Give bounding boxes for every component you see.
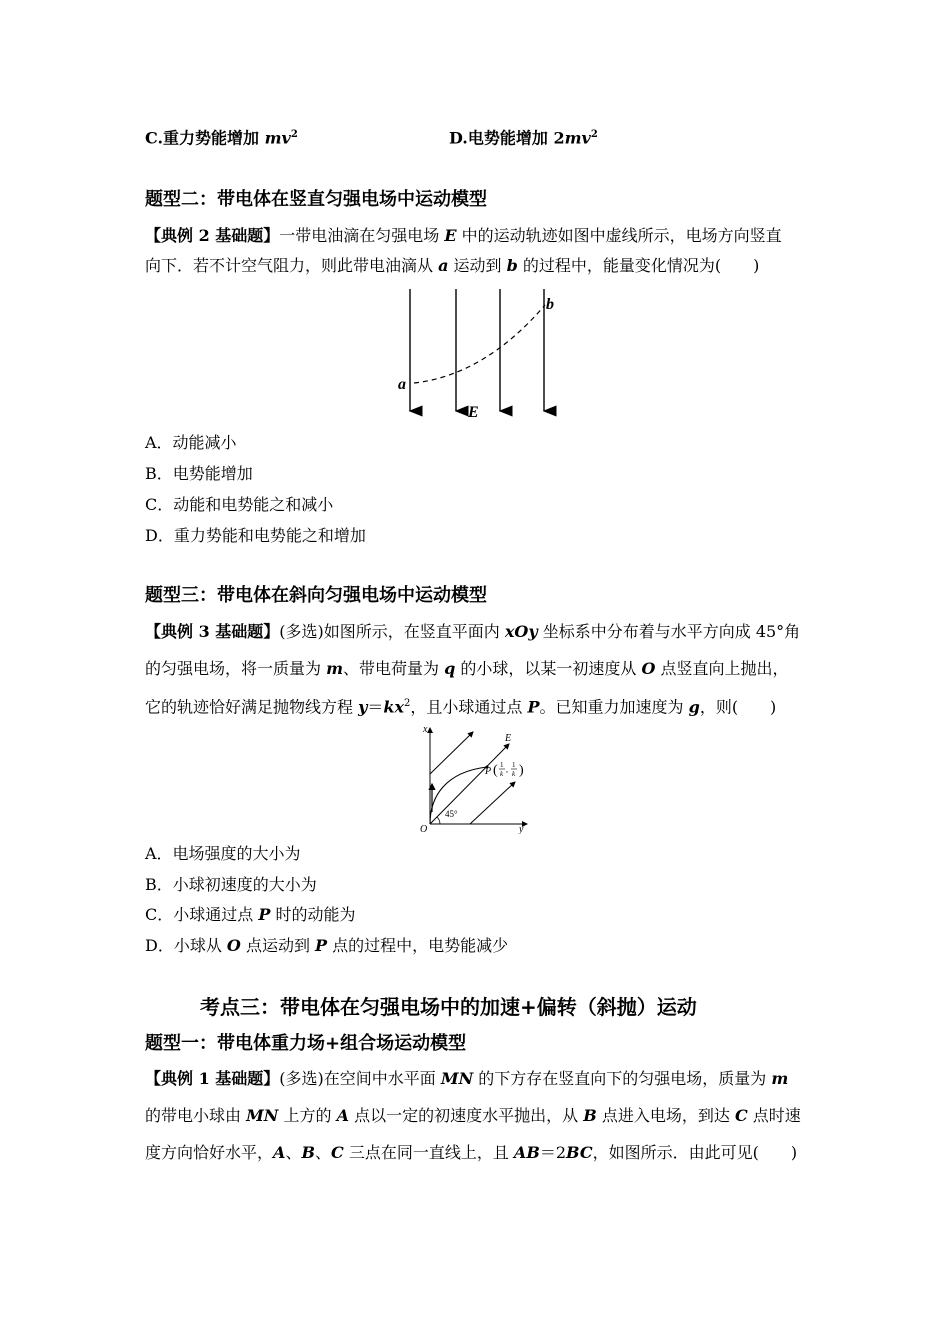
var-E: E bbox=[444, 226, 457, 245]
text: 的下方存在竖直向下的匀强电场，质量为 bbox=[473, 1069, 772, 1088]
var-P: P bbox=[527, 697, 540, 717]
var-b: b bbox=[506, 256, 518, 275]
var-AB: AB bbox=[513, 1143, 540, 1162]
text: 度方向恰好水平， bbox=[145, 1143, 274, 1162]
frac-den: k bbox=[512, 770, 516, 778]
point-label: P bbox=[485, 766, 492, 777]
text: 点运动到 bbox=[240, 936, 316, 955]
superscript: 2 bbox=[404, 698, 411, 709]
var-g: g bbox=[688, 697, 700, 717]
var-m: m bbox=[564, 128, 582, 148]
option-a: A．动能减小 bbox=[145, 433, 237, 452]
option-c-top bbox=[145, 125, 298, 148]
var-q: q bbox=[444, 659, 456, 678]
var-kx: kx bbox=[383, 697, 405, 717]
text: (多选)如图所示，在竖直平面内 bbox=[279, 622, 505, 641]
var-P: P bbox=[315, 936, 328, 955]
text: 点以一定的初速度水平抛出，从 bbox=[349, 1106, 584, 1125]
option-d-text: D.电势能增加 2 bbox=[449, 128, 565, 148]
angle-arc bbox=[437, 817, 440, 824]
text: 、 bbox=[285, 1143, 302, 1162]
paren-right: ) bbox=[519, 763, 524, 778]
chapter-title: 考点三：带电体在匀强电场中的加速+偏转（斜抛）运动 bbox=[200, 995, 697, 1019]
origin-label: O bbox=[420, 824, 428, 834]
option-a: A．电场强度的大小为 bbox=[145, 844, 301, 863]
text: 点进入电场，到达 bbox=[596, 1106, 735, 1125]
var-P: P bbox=[258, 905, 271, 924]
var-MN: MN bbox=[440, 1069, 474, 1088]
var-MN: MN bbox=[246, 1106, 279, 1125]
y-axis-label: y bbox=[519, 824, 524, 834]
text: 的匀强电场，将一质量为 bbox=[145, 659, 327, 678]
section3-line2 bbox=[145, 659, 789, 679]
section4-line1 bbox=[145, 1069, 788, 1089]
option-b: B．小球初速度的大小为 bbox=[145, 875, 317, 894]
text: ，如图所示．由此可见( ) bbox=[592, 1143, 798, 1162]
section3-heading: 题型三：带电体在斜向匀强电场中运动模型 bbox=[145, 585, 487, 606]
text: 的带电小球由 bbox=[145, 1106, 247, 1125]
field-arrow bbox=[470, 782, 515, 824]
text: 中的运动轨迹如图中虚线所示，电场方向竖直 bbox=[456, 226, 782, 245]
section4-line2 bbox=[145, 1106, 801, 1126]
section4-heading: 题型一：带电体重力场+组合场运动模型 bbox=[145, 1033, 467, 1054]
var-C: C bbox=[331, 1143, 344, 1162]
angle-label: 45° bbox=[445, 809, 458, 819]
text: 、 bbox=[314, 1143, 331, 1162]
text: ＝2 bbox=[539, 1143, 567, 1162]
var-C: C bbox=[734, 1106, 748, 1125]
var-xOy: xOy bbox=[504, 622, 538, 641]
label-E: E bbox=[468, 404, 479, 421]
var-B: B bbox=[301, 1143, 315, 1162]
option-d-top bbox=[449, 125, 598, 148]
text: 上方的 bbox=[278, 1106, 337, 1125]
var-O: O bbox=[641, 659, 656, 678]
frac-num: 1 bbox=[500, 761, 504, 769]
option-c-text: C.重力势能增加 bbox=[145, 128, 265, 148]
section4-line3 bbox=[145, 1143, 797, 1163]
var-A: A bbox=[336, 1106, 350, 1125]
text: 坐标系中分布着与水平方向成 45°角 bbox=[537, 622, 801, 641]
section2-heading: 题型二：带电体在竖直匀强电场中运动模型 bbox=[145, 189, 487, 210]
text: 点的过程中，电势能减少 bbox=[327, 936, 509, 955]
option-c bbox=[145, 905, 355, 925]
section2-line2 bbox=[145, 256, 759, 276]
var-m: m bbox=[771, 1069, 789, 1088]
text: 点竖直向上抛出， bbox=[655, 659, 789, 678]
label-b: b bbox=[546, 296, 554, 313]
field-arrow bbox=[430, 732, 473, 774]
text: ＝ bbox=[367, 697, 384, 717]
var-A: A bbox=[273, 1143, 286, 1162]
section3-line3 bbox=[145, 694, 776, 717]
text: C．小球通过点 bbox=[145, 905, 259, 924]
var-v: v bbox=[281, 128, 291, 148]
text: 一带电油滴在匀强电场 bbox=[279, 226, 445, 245]
option-d: D．重力势能和电势能之和增加 bbox=[145, 526, 366, 545]
text: (多选)在空间中水平面 bbox=[279, 1069, 441, 1088]
var-B: B bbox=[583, 1106, 597, 1125]
option-c: C．动能和电势能之和减小 bbox=[145, 495, 334, 514]
text: 它的轨迹恰好满足抛物线方程 bbox=[145, 697, 359, 717]
text: 点时速 bbox=[747, 1106, 801, 1125]
superscript: 2 bbox=[590, 129, 598, 140]
text: 时的动能为 bbox=[270, 905, 356, 924]
text: 向下．若不计空气阻力，则此带电油滴从 bbox=[145, 256, 439, 275]
text: 运动到 bbox=[448, 256, 507, 275]
var-m: m bbox=[326, 659, 344, 678]
label-a: a bbox=[398, 376, 406, 393]
frac-den: k bbox=[500, 770, 504, 778]
var-a: a bbox=[438, 256, 449, 275]
coordinate-figure bbox=[415, 722, 535, 834]
comma: , bbox=[506, 765, 508, 774]
section2-line1 bbox=[145, 226, 782, 246]
example-tag: 【典例 3 基础题】 bbox=[145, 622, 280, 641]
field-label: E bbox=[505, 733, 512, 744]
example-tag: 【典例 1 基础题】 bbox=[145, 1069, 280, 1088]
text: 的小球，以某一初速度从 bbox=[455, 659, 642, 678]
option-d bbox=[145, 936, 508, 956]
x-axis-label: x bbox=[423, 724, 428, 735]
trajectory-curve bbox=[414, 305, 545, 383]
example-tag: 【典例 2 基础题】 bbox=[145, 226, 280, 245]
frac-num: 1 bbox=[512, 761, 516, 769]
field-trajectory-figure bbox=[390, 285, 570, 425]
paren-left: ( bbox=[493, 763, 498, 778]
var-y: y bbox=[358, 697, 368, 717]
text: 的过程中，能量变化情况为( ) bbox=[517, 256, 760, 275]
var-m: m bbox=[264, 128, 282, 148]
text: 、带电荷量为 bbox=[343, 659, 445, 678]
section3-line1 bbox=[145, 622, 800, 642]
text: D．小球从 bbox=[145, 936, 227, 955]
var-v: v bbox=[581, 128, 591, 148]
text: 三点在同一直线上，且 bbox=[343, 1143, 514, 1162]
text: ，则( ) bbox=[699, 697, 777, 717]
superscript: 2 bbox=[290, 129, 298, 140]
var-BC: BC bbox=[566, 1143, 593, 1162]
text: ，且小球通过点 bbox=[410, 697, 528, 717]
option-b: B．电势能增加 bbox=[145, 464, 253, 483]
var-O: O bbox=[226, 936, 241, 955]
text: 。已知重力加速度为 bbox=[539, 697, 689, 717]
field-arrow bbox=[430, 744, 509, 824]
